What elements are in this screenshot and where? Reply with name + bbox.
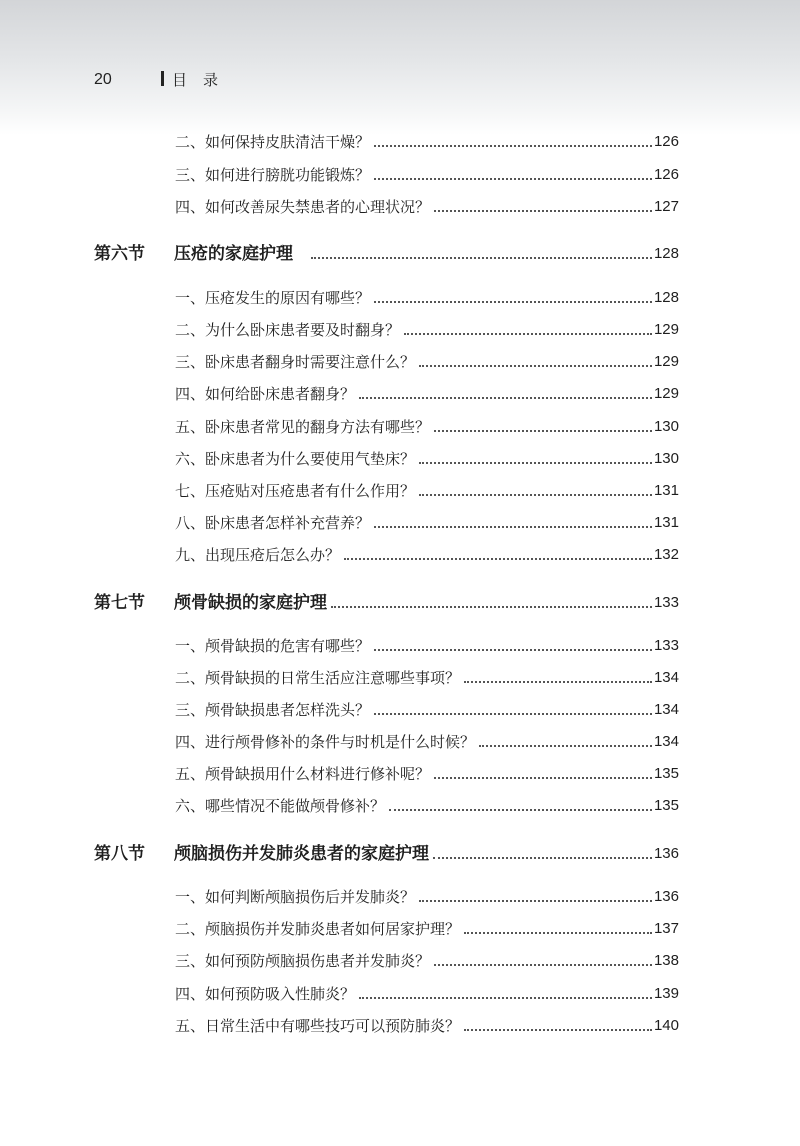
dot-leader bbox=[464, 681, 652, 683]
toc-entry-page: 130 bbox=[653, 418, 679, 435]
toc-entry-page: 134 bbox=[653, 701, 679, 718]
dot-leader bbox=[434, 964, 652, 966]
toc-entry[interactable] bbox=[175, 413, 679, 437]
dot-leader bbox=[464, 932, 652, 934]
toc-entry-page: 129 bbox=[653, 385, 679, 402]
toc-entry-page: 137 bbox=[653, 920, 679, 937]
toc-entry-title: 四、进行颅骨修补的条件与时机是什么时候？ bbox=[175, 733, 476, 751]
toc-entry-page: 132 bbox=[653, 546, 679, 563]
dot-leader bbox=[433, 857, 652, 859]
toc-entry-page: 140 bbox=[653, 1017, 679, 1034]
toc-entry-page: 129 bbox=[653, 321, 679, 338]
toc-entry[interactable] bbox=[175, 632, 679, 656]
toc-entry-page: 133 bbox=[653, 637, 679, 654]
toc-entry-page: 128 bbox=[653, 289, 679, 306]
dot-leader bbox=[344, 558, 652, 560]
section-title: 压疮的家庭护理 bbox=[174, 244, 293, 264]
toc-section-heading[interactable] bbox=[94, 588, 679, 614]
toc-entry[interactable] bbox=[175, 980, 679, 1004]
toc-entry[interactable] bbox=[175, 915, 679, 939]
toc-entry-title: 四、如何给卧床患者翻身？ bbox=[175, 385, 356, 403]
toc-entry-page: 139 bbox=[653, 985, 679, 1002]
dot-leader bbox=[359, 997, 652, 999]
dot-leader bbox=[374, 145, 652, 147]
toc-entry[interactable] bbox=[175, 728, 679, 752]
toc-entry[interactable] bbox=[175, 348, 679, 372]
dot-leader bbox=[374, 649, 652, 651]
toc-entry[interactable] bbox=[175, 947, 679, 971]
dot-leader bbox=[419, 494, 652, 496]
toc-entry-page: 131 bbox=[653, 514, 679, 531]
toc-entry-title: 三、卧床患者翻身时需要注意什么？ bbox=[175, 353, 416, 371]
toc-entry[interactable] bbox=[175, 696, 679, 720]
dot-leader bbox=[479, 745, 652, 747]
toc-entry[interactable] bbox=[175, 883, 679, 907]
section-number: 第八节 bbox=[94, 844, 145, 864]
toc-entry[interactable] bbox=[175, 664, 679, 688]
toc-entry[interactable] bbox=[175, 445, 679, 469]
toc-entry[interactable] bbox=[175, 193, 679, 217]
toc-entry[interactable] bbox=[175, 509, 679, 533]
toc-entry-title: 九、出现压疮后怎么办？ bbox=[175, 546, 341, 564]
dot-leader bbox=[331, 606, 652, 608]
dot-leader bbox=[434, 430, 652, 432]
toc-entry-page: 130 bbox=[653, 450, 679, 467]
toc-section-heading[interactable] bbox=[94, 839, 679, 865]
toc-entry-title: 五、卧床患者常见的翻身方法有哪些？ bbox=[175, 418, 431, 436]
dot-leader bbox=[359, 397, 652, 399]
section-title: 颅脑损伤并发肺炎患者的家庭护理 bbox=[174, 844, 429, 864]
page-number: 20 bbox=[94, 71, 112, 88]
toc-entry[interactable] bbox=[175, 161, 679, 185]
dot-leader bbox=[389, 809, 652, 811]
toc-entry-page: 135 bbox=[653, 765, 679, 782]
toc-entry-title: 二、如何保持皮肤清洁干燥？ bbox=[175, 133, 371, 151]
toc-entry[interactable] bbox=[175, 128, 679, 152]
dot-leader bbox=[464, 1029, 652, 1031]
toc-entry-page: 131 bbox=[653, 482, 679, 499]
dot-leader bbox=[374, 178, 652, 180]
dot-leader bbox=[434, 777, 652, 779]
toc-section-heading[interactable] bbox=[94, 239, 679, 265]
toc-entry-title: 六、卧床患者为什么要使用气垫床？ bbox=[175, 450, 416, 468]
dot-leader bbox=[419, 462, 652, 464]
dot-leader bbox=[419, 365, 652, 367]
dot-leader bbox=[374, 526, 652, 528]
toc-entry-title: 五、颅骨缺损用什么材料进行修补呢？ bbox=[175, 765, 431, 783]
section-number: 第七节 bbox=[94, 593, 145, 613]
toc-entry-page: 136 bbox=[653, 888, 679, 905]
toc-entry-title: 六、哪些情况不能做颅骨修补？ bbox=[175, 797, 386, 815]
toc-entry-title: 五、日常生活中有哪些技巧可以预防肺炎？ bbox=[175, 1017, 461, 1035]
section-page: 136 bbox=[653, 845, 679, 862]
dot-leader bbox=[434, 210, 652, 212]
toc-entry[interactable] bbox=[175, 477, 679, 501]
toc-entry-title: 三、如何进行膀胱功能锻炼？ bbox=[175, 166, 371, 184]
toc-entry-page: 135 bbox=[653, 797, 679, 814]
toc-entry-title: 三、如何预防颅脑损伤患者并发肺炎？ bbox=[175, 952, 431, 970]
toc-entry[interactable] bbox=[175, 316, 679, 340]
dot-leader bbox=[374, 713, 652, 715]
dot-leader bbox=[404, 333, 652, 335]
running-head-title: 目录 bbox=[172, 71, 235, 89]
toc-entry[interactable] bbox=[175, 541, 679, 565]
dot-leader bbox=[374, 301, 652, 303]
toc-entry[interactable] bbox=[175, 760, 679, 784]
toc-entry-title: 一、颅骨缺损的危害有哪些？ bbox=[175, 637, 371, 655]
toc-entry-title: 八、卧床患者怎样补充营养？ bbox=[175, 514, 371, 532]
toc-entry[interactable] bbox=[175, 792, 679, 816]
toc-entry-page: 134 bbox=[653, 669, 679, 686]
toc-entry-title: 三、颅骨缺损患者怎样洗头？ bbox=[175, 701, 371, 719]
section-page: 128 bbox=[653, 245, 679, 262]
section-number: 第六节 bbox=[94, 244, 145, 264]
toc-entry[interactable] bbox=[175, 1012, 679, 1036]
toc-entry[interactable] bbox=[175, 284, 679, 308]
toc-entry-title: 二、颅骨缺损的日常生活应注意哪些事项？ bbox=[175, 669, 461, 687]
toc-entry-page: 127 bbox=[653, 198, 679, 215]
toc-entry-title: 二、颅脑损伤并发肺炎患者如何居家护理？ bbox=[175, 920, 461, 938]
toc-entry-title: 一、如何判断颅脑损伤后并发肺炎？ bbox=[175, 888, 416, 906]
toc-entry-title: 七、压疮贴对压疮患者有什么作用？ bbox=[175, 482, 416, 500]
dot-leader bbox=[311, 257, 652, 259]
section-title: 颅骨缺损的家庭护理 bbox=[174, 593, 327, 613]
toc-entry-page: 126 bbox=[653, 133, 679, 150]
toc-entry[interactable] bbox=[175, 380, 679, 404]
toc-entry-title: 一、压疮发生的原因有哪些？ bbox=[175, 289, 371, 307]
dot-leader bbox=[419, 900, 652, 902]
toc-entry-title: 四、如何预防吸入性肺炎？ bbox=[175, 985, 356, 1003]
toc-entry-page: 134 bbox=[653, 733, 679, 750]
toc-entry-page: 138 bbox=[653, 952, 679, 969]
toc-entry-title: 四、如何改善尿失禁患者的心理状况？ bbox=[175, 198, 431, 216]
toc-entry-page: 129 bbox=[653, 353, 679, 370]
toc-entry-page: 126 bbox=[653, 166, 679, 183]
section-page: 133 bbox=[653, 594, 679, 611]
toc-entry-title: 二、为什么卧床患者要及时翻身？ bbox=[175, 321, 401, 339]
